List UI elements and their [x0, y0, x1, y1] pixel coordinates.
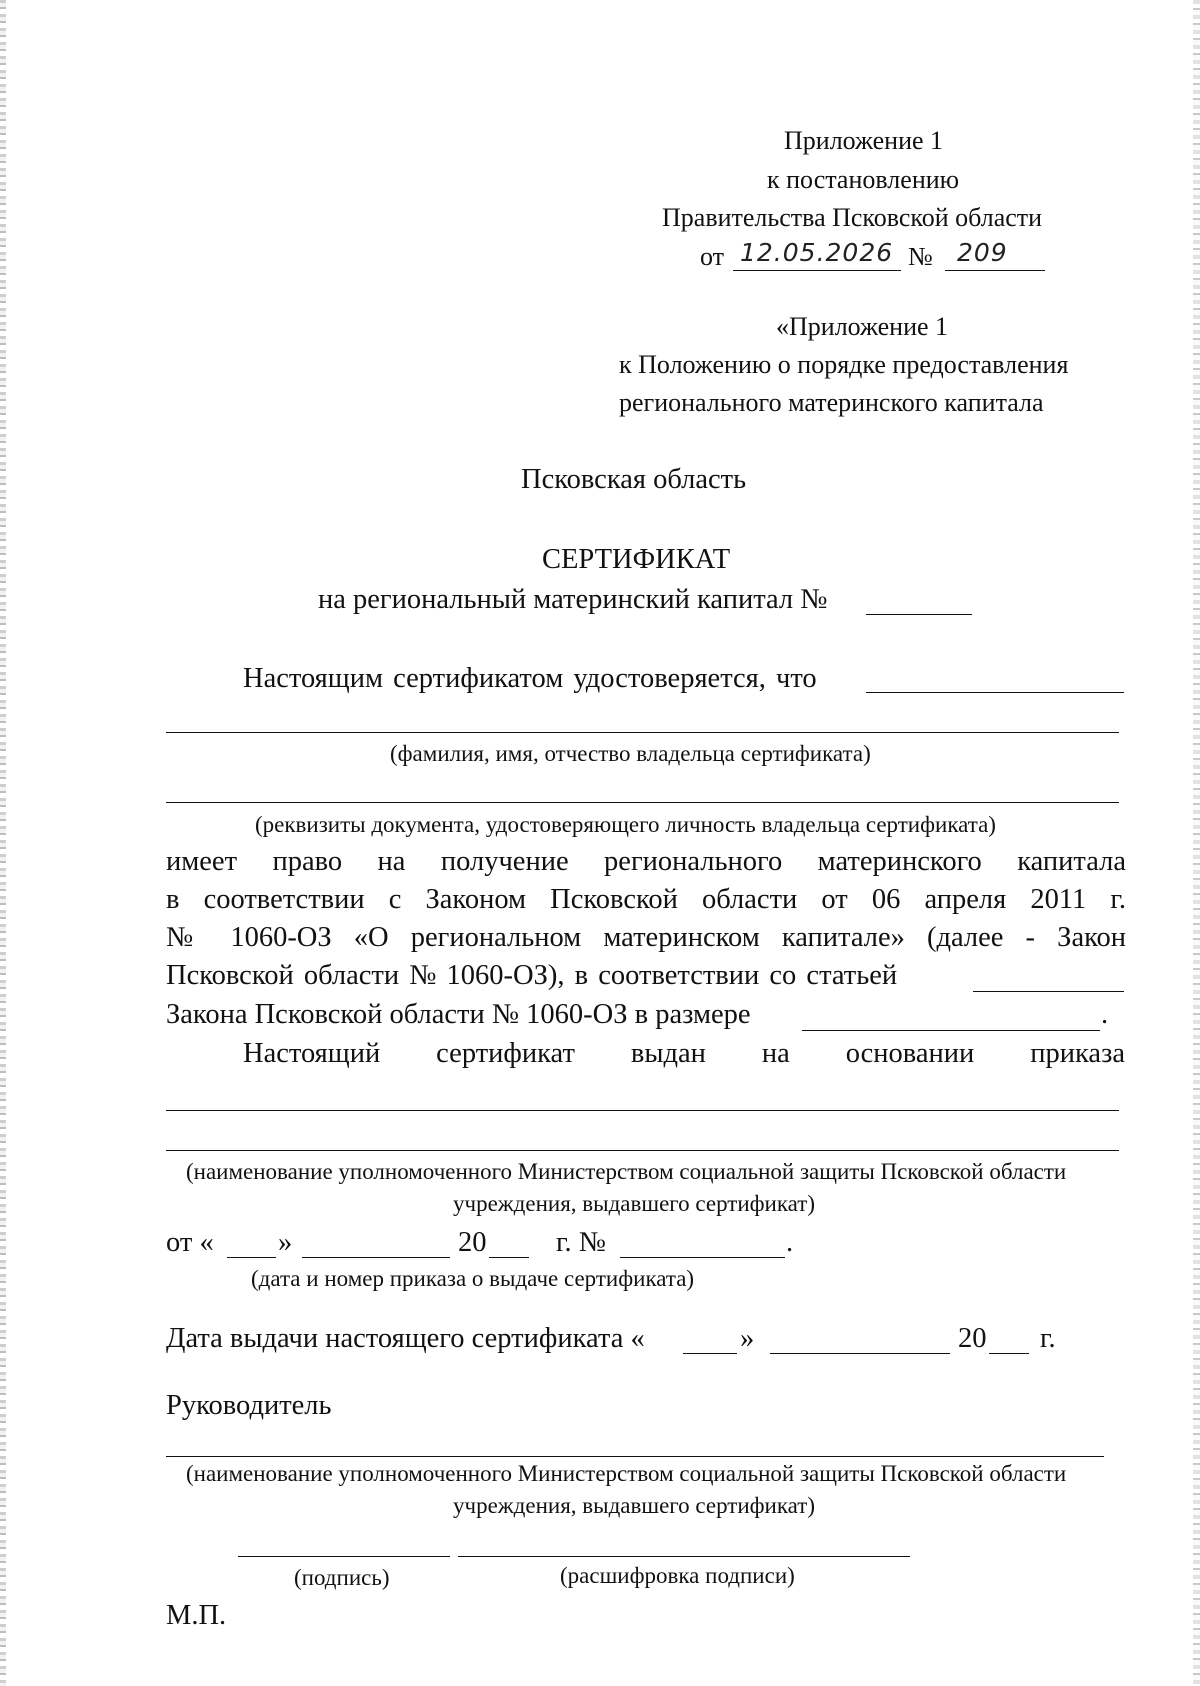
certifies-text: Настоящим сертификатом удостоверяется, что [243, 663, 817, 694]
order-day-field [227, 1257, 276, 1258]
body-line-3: № 1060-ОЗ «О региональном материнском капитале» (далее - Закон [166, 922, 1126, 953]
appendix-line-1: «Приложение 1 [776, 312, 949, 341]
issue-date-label: Дата выдачи настоящего сертификата « [166, 1323, 645, 1354]
region-label: Псковская область [521, 464, 747, 495]
header-number-underline [945, 270, 1045, 271]
hint-signature: (подпись) [294, 1565, 390, 1590]
order-field-line-1 [166, 1110, 1119, 1111]
body-line-6: Настоящий сертификат выдан на основании приказа [243, 1038, 1125, 1069]
scan-edge-left [0, 0, 6, 1686]
article-field [973, 991, 1124, 992]
doc-field-line [166, 802, 1119, 803]
order-year-field [489, 1257, 529, 1258]
certificate-title: СЕРТИФИКАТ [542, 544, 731, 575]
hint-org-2-line-2: учреждения, выдавшего сертификат) [453, 1493, 816, 1518]
signature-field [238, 1556, 450, 1557]
header-number-handwritten: 209 [957, 238, 1008, 267]
hint-order: (дата и номер приказа о выдаче сертификата) [251, 1266, 695, 1291]
hint-org-2-line-1: (наименование уполномоченного Министерством социальной защиты Псковской области [186, 1461, 1067, 1486]
order-century: 20 [458, 1227, 487, 1258]
order-number-field [620, 1257, 785, 1258]
order-year-number: г. № [556, 1227, 606, 1258]
header-date-underline [733, 270, 901, 271]
header-line-3: Правительства Псковской области [662, 203, 1043, 232]
body-line-4: Псковской области № 1060-ОЗ), в соответствии со статьей [166, 960, 898, 991]
order-close-quote: » [278, 1227, 293, 1258]
order-end: . [786, 1227, 794, 1258]
issue-century: 20 [958, 1323, 987, 1354]
order-from-label: от « [166, 1227, 214, 1258]
head-label: Руководитель [166, 1390, 332, 1421]
header-from-label: от [700, 242, 725, 271]
certificate-number-field [866, 614, 972, 615]
header-number-sign: № [908, 242, 933, 271]
scan-edge-right [1193, 0, 1200, 1686]
header-line-1: Приложение 1 [784, 126, 944, 155]
body-line-5-end: . [1101, 999, 1109, 1030]
certificate-subtitle: на региональный материнский капитал № [318, 584, 828, 615]
body-line-2: в соответствии с Законом Псковской области от 06 апреля 2011 г. [166, 884, 1126, 915]
fio-field-line [166, 732, 1119, 733]
appendix-line-3: регионального материнского капитала [619, 388, 1044, 417]
header-date-handwritten: 12.05.2026 [740, 238, 894, 267]
header-line-2: к постановлению [767, 165, 960, 194]
order-field-line-2 [166, 1150, 1119, 1151]
head-org-field [166, 1456, 1104, 1457]
hint-signature-decode: (расшифровка подписи) [560, 1563, 795, 1588]
issue-month-field [770, 1353, 950, 1354]
amount-field [802, 1030, 1100, 1031]
body-line-1: имеет право на получение регионального материнского капитала [166, 846, 1126, 877]
certifies-field [866, 692, 1124, 693]
issue-year-field [989, 1353, 1029, 1354]
order-month-field [302, 1257, 450, 1258]
body-line-5: Закона Псковской области № 1060-ОЗ в размере [166, 999, 751, 1030]
hint-fio: (фамилия, имя, отчество владельца сертификата) [390, 741, 871, 766]
hint-org-1-line-1: (наименование уполномоченного Министерством социальной защиты Псковской области [186, 1159, 1067, 1184]
stamp-label: М.П. [166, 1600, 227, 1631]
appendix-line-2: к Положению о порядке предоставления [619, 350, 1069, 379]
hint-org-1-line-2: учреждения, выдавшего сертификат) [453, 1191, 816, 1216]
issue-day-field [683, 1353, 737, 1354]
issue-close-quote: » [740, 1323, 755, 1354]
issue-year-suffix: г. [1040, 1323, 1056, 1354]
signature-decode-field [458, 1556, 910, 1557]
hint-doc: (реквизиты документа, удостоверяющего личность владельца сертификата) [255, 812, 996, 837]
